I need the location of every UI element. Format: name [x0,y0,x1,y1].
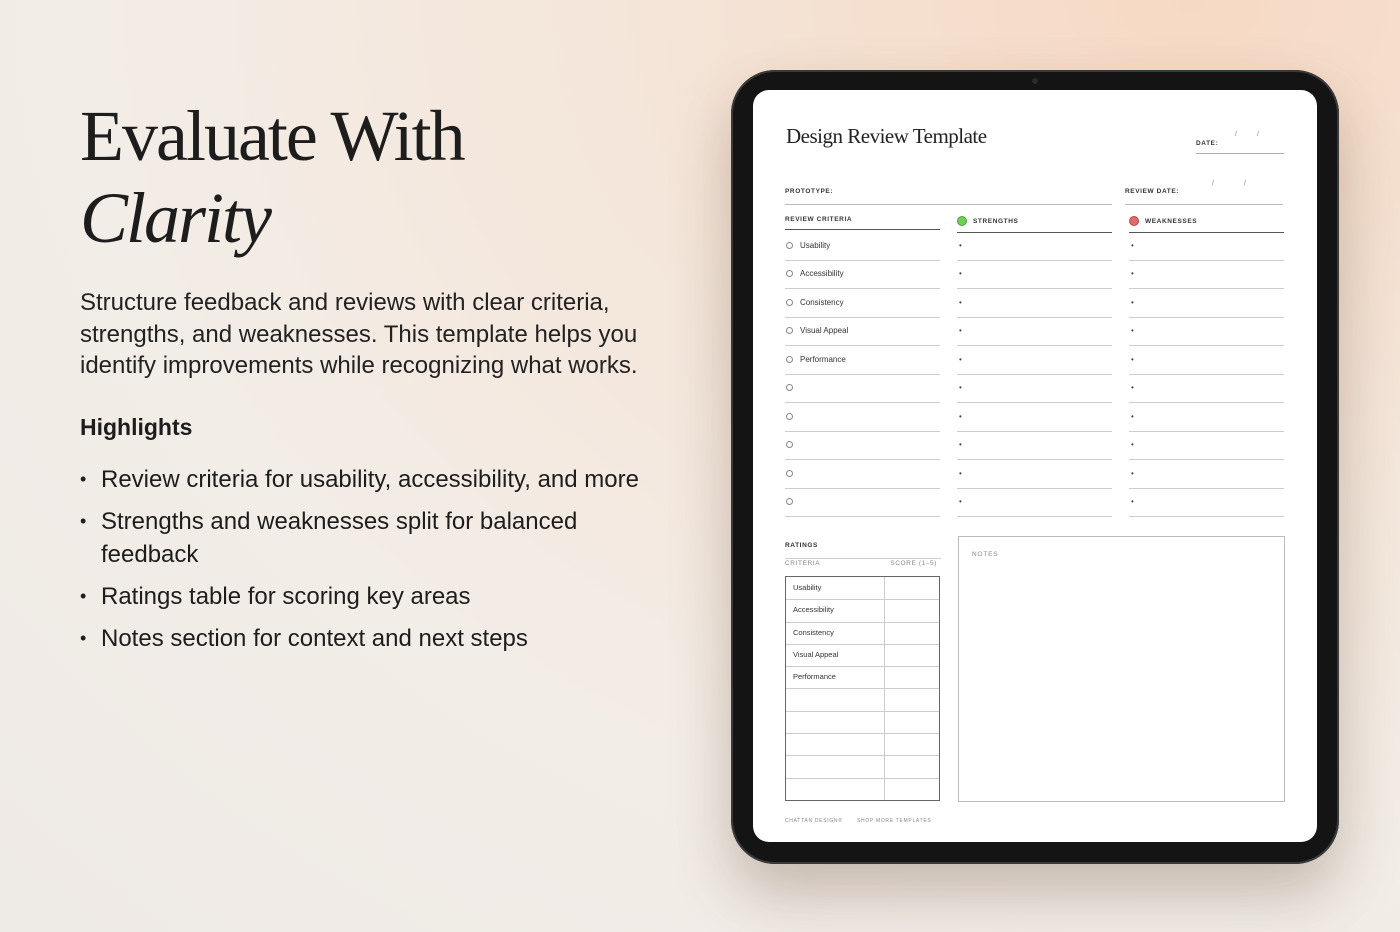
ratings-row[interactable] [786,599,939,622]
circle-checkbox-icon[interactable] [786,356,793,363]
circle-checkbox-icon[interactable] [786,498,793,505]
strength-row[interactable] [957,431,1112,461]
ratings-row[interactable] [786,622,939,645]
bullet-glyph: • [1131,354,1134,364]
footer-brand: CHATTAN DESIGN® [785,818,843,824]
notes-box[interactable] [958,536,1285,802]
circle-checkbox-icon[interactable] [786,413,793,420]
criteria-row[interactable] [785,345,940,375]
criteria-header-label: REVIEW CRITERIA [785,216,853,223]
weakness-row[interactable] [1129,345,1284,375]
criteria-row[interactable] [785,459,940,489]
highlight-item: • Strengths and weaknesses split for balanced feedback [80,505,661,571]
ratings-criteria-label: Performance [793,672,836,682]
review-date-field[interactable] [1125,180,1283,205]
bullet-glyph: • [1131,383,1134,393]
circle-checkbox-icon[interactable] [786,441,793,448]
review-date-label: REVIEW DATE: [1125,188,1180,195]
highlights-list [80,463,680,655]
criteria-row[interactable] [785,431,940,461]
ratings-row[interactable] [786,666,939,689]
ratings-row[interactable] [786,577,939,600]
highlight-item: • Review criteria for usability, accessibility, and more [80,463,661,496]
criteria-row[interactable] [785,402,940,432]
bullet-glyph: • [959,297,962,307]
ratings-title-label: RATINGS [785,542,818,549]
date-slash: / [1244,180,1246,187]
bullet-glyph: • [1131,497,1134,507]
circle-checkbox-icon[interactable] [786,470,793,477]
strength-row[interactable] [957,374,1112,404]
bullet-glyph: • [959,383,962,393]
circle-checkbox-icon[interactable] [786,327,793,334]
weakness-row[interactable] [1129,459,1284,489]
criteria-label: Usability [800,240,831,250]
footer-shop-link[interactable]: SHOP MORE TEMPLATES [857,818,932,824]
criteria-label: Accessibility [800,269,844,279]
bullet-glyph: • [1131,468,1134,478]
bullet-glyph: • [959,497,962,507]
criteria-row[interactable] [785,374,940,404]
ratings-criteria-header: CRITERIA [785,560,821,567]
weakness-row[interactable] [1129,288,1284,318]
strength-row[interactable] [957,288,1112,318]
notes-label: NOTES [972,551,999,558]
date-slash: / [1235,131,1237,138]
ratings-row[interactable] [786,689,939,712]
strength-row[interactable] [957,260,1112,290]
strength-row[interactable] [957,459,1112,489]
strengths-header-label: STRENGTHS [973,217,1019,225]
weakness-row[interactable] [1129,374,1284,404]
ratings-criteria-label: Visual Appeal [793,649,839,659]
strength-row[interactable] [957,402,1112,432]
hero-title-line1: Evaluate With [80,96,464,176]
bullet-glyph: • [1131,240,1134,250]
weakness-row[interactable] [1129,317,1284,347]
date-slash: / [1212,180,1214,187]
ratings-criteria-label: Consistency [793,627,834,637]
weakness-row[interactable] [1129,488,1284,518]
tablet-screen [753,90,1317,842]
bullet-glyph: • [959,326,962,336]
strength-row[interactable] [957,231,1112,261]
strength-row[interactable] [957,488,1112,518]
criteria-label: Performance [800,354,846,364]
ratings-row[interactable] [786,711,939,734]
hero-panel [80,95,680,664]
criteria-row[interactable] [785,260,940,290]
bullet-glyph: • [1131,440,1134,450]
circle-checkbox-icon[interactable] [786,299,793,306]
bullet-glyph: • [1131,411,1134,421]
bullet-glyph: • [959,269,962,279]
ratings-row[interactable] [786,733,939,756]
prototype-field[interactable] [785,180,1112,205]
green-dot-icon [957,216,967,226]
weakness-row[interactable] [1129,402,1284,432]
ratings-score-header: SCORE (1–5) [890,560,937,567]
criteria-column-header [785,216,940,230]
prototype-label: PROTOTYPE: [785,188,834,195]
ratings-row[interactable] [786,755,939,778]
red-dot-icon [1129,216,1139,226]
date-field[interactable] [1196,132,1284,154]
criteria-row[interactable] [785,288,940,318]
date-slash: / [1257,131,1259,138]
strength-row[interactable] [957,345,1112,375]
weaknesses-header-label: WEAKNESSES [1145,217,1198,225]
highlight-item: • Notes section for context and next steps [80,622,661,655]
criteria-row[interactable] [785,488,940,518]
ratings-header [785,560,937,567]
hero-title-line2: Clarity [80,178,271,258]
bullet-glyph: • [1131,297,1134,307]
tablet-device [731,70,1339,864]
criteria-label: Consistency [800,297,844,307]
circle-checkbox-icon[interactable] [786,242,793,249]
ratings-title [785,534,941,559]
criteria-label: Visual Appeal [800,326,849,336]
template-title: Design Review Template [786,124,987,148]
camera-icon [1032,78,1038,84]
bullet-glyph: • [959,240,962,250]
circle-checkbox-icon[interactable] [786,270,793,277]
bullet-glyph: • [959,354,962,364]
bullet-glyph: • [1131,326,1134,336]
criteria-row[interactable] [785,317,940,347]
date-label: DATE: [1196,140,1219,147]
weakness-row[interactable] [1129,431,1284,461]
ratings-row[interactable] [786,644,939,667]
bullet-glyph: • [959,468,962,478]
hero-description: Structure feedback and reviews with clear criteria, strengths, and weaknesses. This template helps you identify improvements while recognizing what works. [80,289,638,379]
hero-title [80,95,680,259]
ratings-table [785,576,940,801]
bullet-glyph: • [959,411,962,421]
weakness-row[interactable] [1129,231,1284,261]
bullet-glyph: • [1131,269,1134,279]
ratings-criteria-label: Accessibility [793,605,834,615]
criteria-row[interactable] [785,231,940,261]
weakness-row[interactable] [1129,260,1284,290]
bullet-glyph: • [959,440,962,450]
highlight-item: • Ratings table for scoring key areas [80,580,661,613]
ratings-row[interactable] [786,778,939,800]
circle-checkbox-icon[interactable] [786,384,793,391]
strength-row[interactable] [957,317,1112,347]
ratings-criteria-label: Usability [793,583,822,592]
highlights-title: Highlights [80,413,193,440]
